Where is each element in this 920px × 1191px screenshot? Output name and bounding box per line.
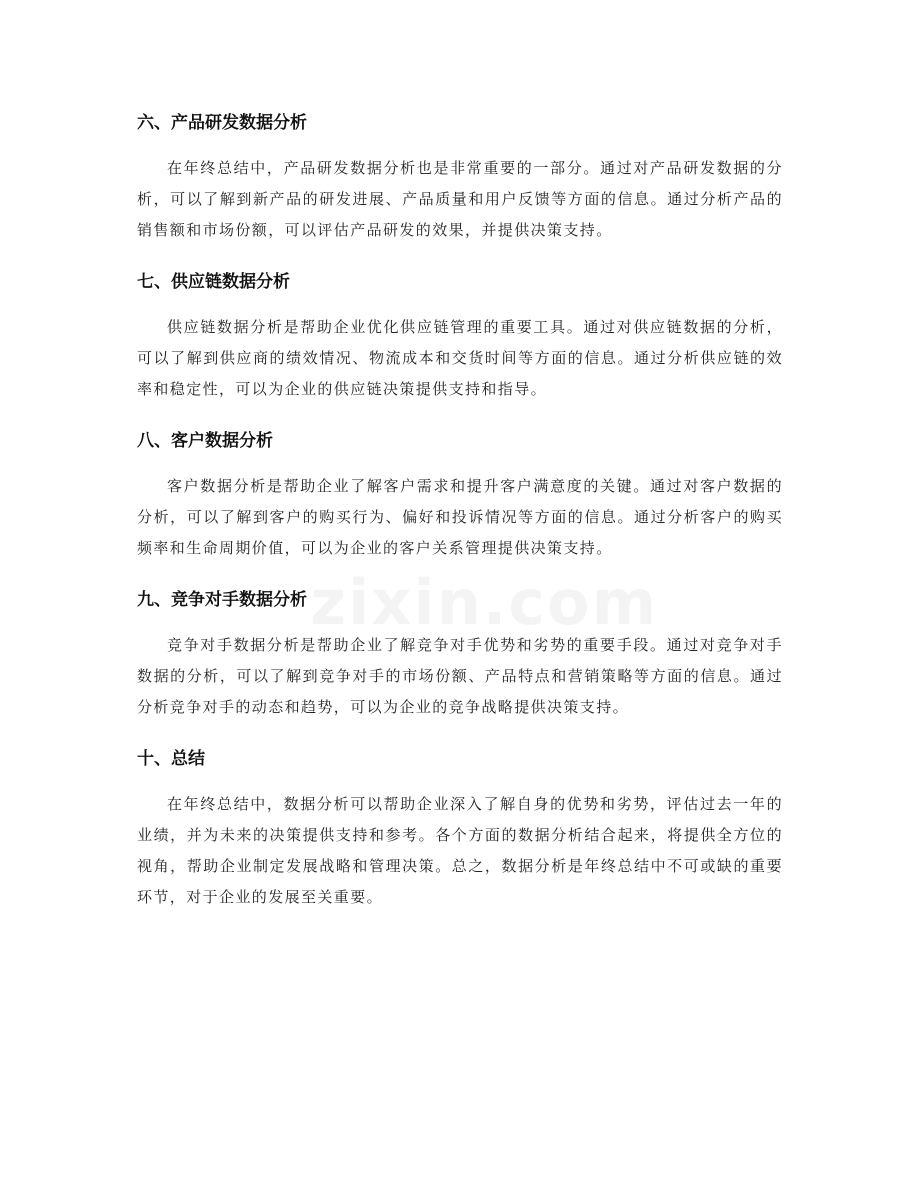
section-summary xyxy=(0,744,920,913)
section-customer xyxy=(0,426,920,564)
section-paragraph: 在年终总结中，数据分析可以帮助企业深入了解自身的优势和劣势，评估过去一年的业绩，并为未来的决策提供支持和参考。各个方面的数据分析结合起来，将提供全方位的视角，帮助企业制定发展战略和管理决策。总之，数据分析是年终总结中不可或缺的重要环节，对于企业的发展至关重要。 xyxy=(137,795,783,906)
section-heading: 十、总结 xyxy=(137,749,205,769)
section-competitor xyxy=(0,585,920,723)
section-product-rd xyxy=(0,108,920,246)
section-heading: 八、客户数据分析 xyxy=(137,431,273,451)
section-paragraph: 客户数据分析是帮助企业了解客户需求和提升客户满意度的关键。通过对客户数据的分析，可以了解到客户的购买行为、偏好和投诉情况等方面的信息。通过分析客户的购买频率和生命周期价值，可以为企业的客户关系管理提供决策支持。 xyxy=(137,477,783,557)
section-paragraph: 供应链数据分析是帮助企业优化供应链管理的重要工具。通过对供应链数据的分析，可以了解到供应商的绩效情况、物流成本和交货时间等方面的信息。通过分析供应链的效率和稳定性，可以为企业的供应链决策提供支持和指导。 xyxy=(137,318,783,398)
section-heading: 六、产品研发数据分析 xyxy=(137,113,307,133)
section-heading: 七、供应链数据分析 xyxy=(137,272,290,292)
section-paragraph: 竞争对手数据分析是帮助企业了解竞争对手优势和劣势的重要手段。通过对竞争对手数据的分析，可以了解到竞争对手的市场份额、产品特点和营销策略等方面的信息。通过分析竞争对手的动态和趋势，可以为企业的竞争战略提供决策支持。 xyxy=(137,636,783,716)
section-heading: 九、竞争对手数据分析 xyxy=(137,590,307,610)
section-paragraph: 在年终总结中，产品研发数据分析也是非常重要的一部分。通过对产品研发数据的分析，可以了解到新产品的研发进展、产品质量和用户反馈等方面的信息。通过分析产品的销售额和市场份额，可以评估产品研发的效果，并提供决策支持。 xyxy=(137,159,783,239)
section-supply-chain xyxy=(0,267,920,405)
